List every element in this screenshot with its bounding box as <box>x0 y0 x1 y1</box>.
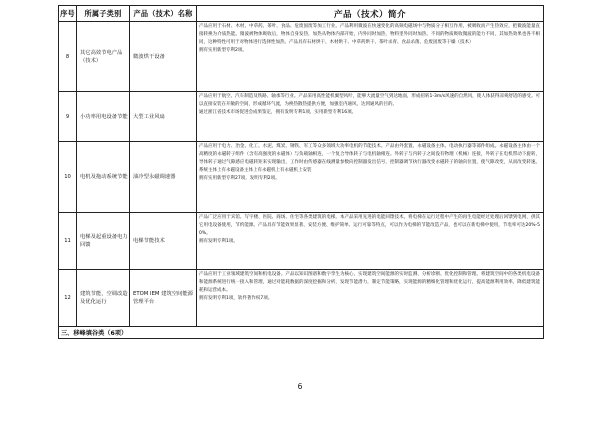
row-category: 小功率用电设备节能 <box>77 92 130 142</box>
section-heading: 三、移峰填谷类（6项） <box>59 327 544 339</box>
row-number: 10 <box>59 142 77 213</box>
row-description <box>197 142 544 213</box>
row-description <box>197 92 544 142</box>
table-row <box>59 142 544 213</box>
row-description <box>197 213 544 270</box>
table-header-row <box>59 6 544 22</box>
row-category: 电梯及起重设备电力回馈 <box>77 213 130 270</box>
row-product-name: 大型工业风扇 <box>130 92 197 142</box>
row-category: 其它高效节电产品（技术） <box>77 22 130 92</box>
section-heading-row <box>59 327 544 339</box>
description-text: 产品应用于电力、冶金、化工、水泥、煤炭、钢铁、军工等众多领域大功率电机的节能技术。产品由外套置、永磁设备主体、电动执行器等部件组成。永磁设备主体由一个高精度的永磁转子组件（含有高强度的永磁体）与负载轴相连，一个复合导体转子与电机轴相连。外转子与内转子之间没有物理（机械）连接，外转子在电机带动下旋转，导体转子通过气隙感应电磁转矩来实现输出，工作时由传感器在线测量参数向控制器发出信号，控制器调节执行器改变永磁转子的轴向位置，使气隙改变，从而改变转速。系统主体上有永磁设备主体上有永磁机上有永磁机上安装 <box>199 144 540 173</box>
description-patents: 拥有发明专利1项，软件著作权7项。 <box>199 296 273 301</box>
header-product-name: 产品（技术）名称 <box>130 6 197 22</box>
description-patents: 拥有发明专利1项。 <box>199 239 238 244</box>
row-product-name: 油冷型永磁调速器 <box>130 142 197 213</box>
product-table <box>58 5 544 339</box>
description-text: 产品应用于石材、木材、中草药、茶叶、食品、危废固废等加工行业。产品利用微波在快速变化的高频电磁场中与物质分子相互作用，被吸收而产生热效应，把微波能量直接转换为介质热能。微波被物体吸收后，物体自身发热，加热从物体内部开始，内外同时加热，物料里外同时加热。不同的物质吸收微波的能力不同，其加热效果也各不相同，这种特性可用于对物体进行选择性加热。产品具有石材烘干、木材烘干、中草药烘干、茶叶杀青、食品杀菌、危废固废等干燥（技术） <box>199 24 540 45</box>
header-number: 序号 <box>59 6 77 22</box>
row-description <box>197 270 544 327</box>
row-product-name: 微波烘干设备 <box>130 22 197 92</box>
table-row <box>59 213 544 270</box>
table-row <box>59 92 544 142</box>
row-product-name: ETOM IEM 建筑空间能源管理平台 <box>130 270 197 327</box>
row-number: 9 <box>59 92 77 142</box>
row-category: 建筑节能，空调改造及优化运行 <box>77 270 130 327</box>
header-product-intro: 产品（技术）简介 <box>197 6 544 22</box>
row-category: 电机及拖动系统节能 <box>77 142 130 213</box>
description-patents: 拥有实用新型专利27项，发明专利2项。 <box>199 176 280 181</box>
page-number: 6 <box>297 382 303 391</box>
description-patents: 拥有实用新型专利2项。 <box>199 48 247 53</box>
table-row <box>59 22 544 92</box>
description-patents: 通过浙江省技术市场促进会成果鉴定，拥有发明专利1项，实用新型专利16项。 <box>199 110 357 115</box>
row-product-name: 电梯节能技术 <box>130 213 197 270</box>
row-number: 8 <box>59 22 77 92</box>
row-number: 11 <box>59 213 77 270</box>
description-text: 产品应用于航空、汽车制造及铁路、轴承等行业。产品采用高性能机翼型风叶，能够大流量空气到达地面，形成扭转1-3m/s风速的自然风，使人体获得凉爽舒适的感受。可以直接安装在开敞的空间，形成循环气流，为换热散热提供方便，加强室内通风，达到通风的目的。 <box>199 94 540 107</box>
description-text: 产品应用于工业领域建筑空间和机电设备。产品以知识图谱和数字孪生为核心，实现建筑空间能源的实时监测、分析诊断、优化控制和管理。将建筑空间中的各类机电设备和能源系统进行统一接入和管理，通过对能耗数据的深度挖掘和分析，发现节能潜力，制定节能策略，实现能源的精细化管理和优化运行，提高能源利用效率，降低建筑能耗和运营成本。 <box>199 272 540 293</box>
description-text: 产品广泛应用于宾馆、写字楼、医院、商场、住宅等各类建筑的电梯。本产品采用先进的电能回馈技术，将电梯在运行过程中产生的再生电能经过处理后回馈到电网，供其它用电设备使用，节约能源。产品具有节能效果显著、安装方便、维护简单、运行可靠等特点，可以作为电梯的节能改造产品，也可以在新电梯中使用，节电率可达20%-50%。 <box>199 215 540 236</box>
row-description <box>197 22 544 92</box>
header-category: 所属子类别 <box>77 6 130 22</box>
row-number: 12 <box>59 270 77 327</box>
table-row <box>59 270 544 327</box>
